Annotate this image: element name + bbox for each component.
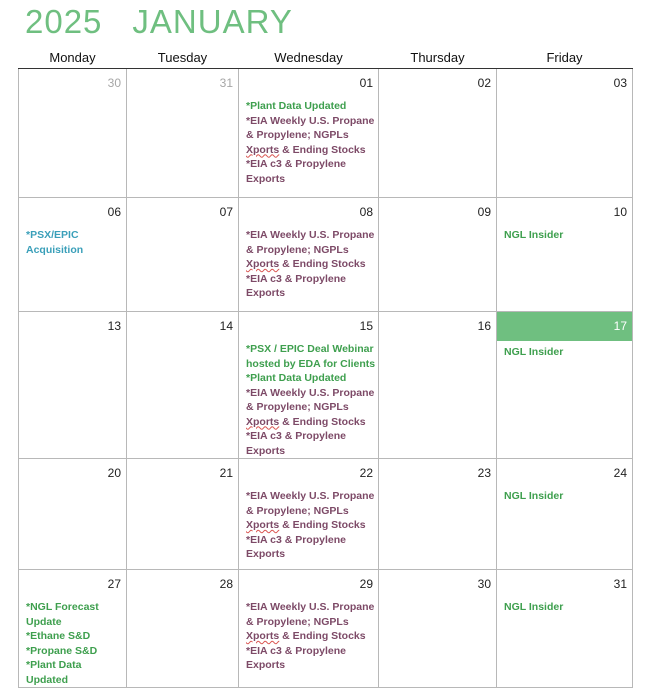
event-item[interactable]: *EIA Weekly U.S. Propane & Propylene; NGPLs Xports & Ending Stocks bbox=[246, 114, 375, 156]
day-number: 14 bbox=[219, 319, 233, 333]
event-item[interactable]: *NGL Forecast Update bbox=[26, 601, 99, 628]
week-row bbox=[19, 312, 633, 459]
day-cell[interactable] bbox=[127, 570, 239, 688]
day-number: 09 bbox=[477, 205, 491, 219]
event-item[interactable]: *PSX / EPIC Deal Webinar hosted by EDA for Clients bbox=[246, 343, 376, 370]
day-cell[interactable] bbox=[19, 459, 127, 570]
event-item[interactable]: *EIA Weekly U.S. Propane & Propylene; NGPLs Xports & Ending Stocks bbox=[246, 229, 375, 270]
day-cell[interactable] bbox=[497, 198, 633, 312]
event-item[interactable]: *PSX/EPIC Acquisition bbox=[26, 229, 84, 256]
day-number: 06 bbox=[107, 205, 121, 219]
day-number: 31 bbox=[613, 577, 627, 591]
weekday-tuesday: Tuesday bbox=[127, 46, 239, 69]
event-list bbox=[239, 481, 378, 562]
event-list bbox=[19, 220, 126, 257]
week-row bbox=[19, 459, 633, 570]
day-number: 23 bbox=[477, 466, 491, 480]
event-item[interactable]: *EIA Weekly U.S. Propane & Propylene; NGPLs Xports & Ending Stocks bbox=[246, 386, 375, 428]
event-list bbox=[19, 592, 126, 687]
event-list bbox=[497, 341, 632, 360]
day-cell[interactable] bbox=[127, 198, 239, 312]
title-month: JANUARY bbox=[132, 3, 293, 40]
day-cell[interactable] bbox=[497, 69, 633, 198]
event-item[interactable]: *EIA c3 & Propylene Exports bbox=[246, 272, 346, 299]
weekday-friday: Friday bbox=[497, 46, 633, 69]
day-number: 17 bbox=[497, 312, 632, 341]
day-number: 31 bbox=[219, 76, 233, 90]
day-number: 22 bbox=[359, 466, 373, 480]
event-item[interactable]: NGL Insider bbox=[504, 490, 564, 502]
event-item[interactable]: *Plant Data Updated bbox=[246, 100, 347, 112]
event-item[interactable]: NGL Insider bbox=[504, 229, 564, 241]
day-number: 16 bbox=[477, 319, 491, 333]
day-cell[interactable] bbox=[19, 570, 127, 688]
day-cell[interactable] bbox=[497, 570, 633, 688]
day-number: 01 bbox=[359, 76, 373, 90]
event-item[interactable]: *EIA c3 & Propylene Exports bbox=[246, 158, 346, 185]
event-list bbox=[497, 592, 632, 615]
day-number: 30 bbox=[107, 76, 121, 90]
day-cell[interactable] bbox=[379, 69, 497, 198]
day-cell[interactable] bbox=[127, 459, 239, 570]
event-item[interactable]: *Propane S&D bbox=[26, 644, 98, 657]
day-number: 24 bbox=[613, 466, 627, 480]
weekday-monday: Monday bbox=[19, 46, 127, 69]
event-item[interactable]: *Ethane S&D bbox=[26, 630, 91, 642]
day-cell[interactable] bbox=[19, 198, 127, 312]
day-cell[interactable] bbox=[497, 312, 633, 459]
event-list bbox=[239, 91, 378, 186]
weekday-thursday: Thursday bbox=[379, 46, 497, 69]
day-number: 28 bbox=[219, 577, 233, 591]
day-cell[interactable] bbox=[239, 69, 379, 198]
day-number: 30 bbox=[477, 577, 491, 591]
day-cell[interactable] bbox=[127, 312, 239, 459]
day-cell[interactable] bbox=[379, 198, 497, 312]
event-list bbox=[239, 334, 378, 458]
day-cell[interactable] bbox=[239, 312, 379, 459]
day-number: 10 bbox=[613, 205, 627, 219]
day-cell[interactable] bbox=[239, 570, 379, 688]
day-number: 02 bbox=[477, 76, 491, 90]
week-row bbox=[19, 570, 633, 688]
event-item[interactable]: *EIA c3 & Propylene Exports bbox=[246, 430, 346, 457]
weekday-header-row bbox=[19, 46, 633, 69]
event-item[interactable]: *EIA Weekly U.S. Propane & Propylene; NGPLs Xports & Ending Stocks bbox=[246, 601, 375, 642]
day-cell[interactable] bbox=[379, 570, 497, 688]
event-item[interactable]: NGL Insider bbox=[504, 601, 564, 613]
event-list bbox=[497, 481, 632, 504]
title-year: 2025 bbox=[25, 3, 103, 40]
day-number: 20 bbox=[107, 466, 121, 480]
day-cell[interactable] bbox=[379, 312, 497, 459]
calendar-grid bbox=[18, 46, 633, 688]
event-item[interactable]: *Plant Data Updated bbox=[26, 659, 82, 686]
day-number: 21 bbox=[219, 466, 233, 480]
event-list bbox=[239, 220, 378, 301]
event-item[interactable]: *EIA c3 & Propylene Exports bbox=[246, 644, 346, 671]
event-item[interactable]: *Plant Data Updated bbox=[246, 372, 347, 384]
day-number: 27 bbox=[107, 577, 121, 591]
week-row bbox=[19, 198, 633, 312]
event-item[interactable]: *EIA Weekly U.S. Propane & Propylene; NGPLs Xports & Ending Stocks bbox=[246, 490, 375, 531]
day-number: 07 bbox=[219, 205, 233, 219]
day-cell[interactable] bbox=[497, 459, 633, 570]
day-cell[interactable] bbox=[239, 198, 379, 312]
event-list bbox=[239, 592, 378, 673]
day-number: 13 bbox=[107, 319, 121, 333]
event-list bbox=[497, 220, 632, 243]
event-item[interactable]: NGL Insider bbox=[504, 346, 564, 358]
calendar-title bbox=[25, 2, 293, 42]
day-number: 29 bbox=[359, 577, 373, 591]
day-number: 08 bbox=[359, 205, 373, 219]
day-cell[interactable] bbox=[239, 459, 379, 570]
week-row bbox=[19, 69, 633, 198]
day-cell[interactable] bbox=[19, 69, 127, 198]
day-cell[interactable] bbox=[127, 69, 239, 198]
day-number: 03 bbox=[613, 76, 627, 90]
day-cell[interactable] bbox=[19, 312, 127, 459]
day-cell[interactable] bbox=[379, 459, 497, 570]
day-number: 15 bbox=[359, 319, 373, 333]
event-item[interactable]: *EIA c3 & Propylene Exports bbox=[246, 533, 346, 560]
weekday-wednesday: Wednesday bbox=[239, 46, 379, 69]
